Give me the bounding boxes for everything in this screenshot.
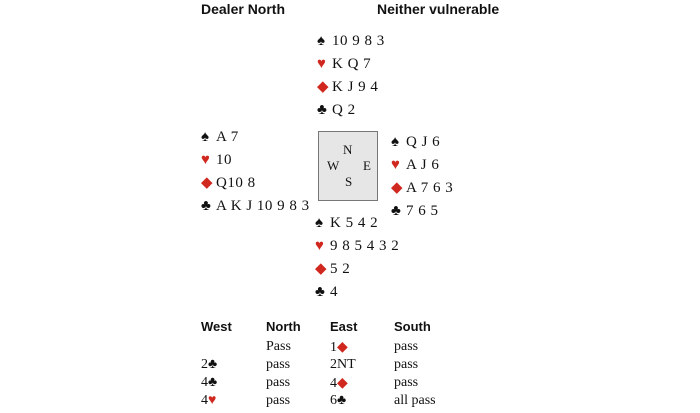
compass-north: N <box>343 142 353 157</box>
north-clubs: ♣ Q 2 <box>317 99 385 122</box>
west-clubs: ♣ A K J 10 9 8 3 <box>201 195 310 218</box>
east-diamonds: ◆ A 7 6 3 <box>391 177 453 200</box>
bid-north-4: pass <box>266 393 291 408</box>
club-icon: ♣ <box>208 375 218 390</box>
south-hand <box>315 212 399 304</box>
spade-icon: ♠ <box>315 215 323 231</box>
club-icon: ♣ <box>317 102 327 118</box>
diamond-icon: ◆ <box>315 261 327 277</box>
heart-icon: ♥ <box>317 56 326 72</box>
east-spades: ♠ Q J 6 <box>391 131 453 154</box>
west-spades: ♠ A 7 <box>201 126 310 149</box>
bid-east-2: 2NT <box>330 357 356 372</box>
heart-icon: ♥ <box>315 238 324 254</box>
heart-icon: ♥ <box>208 393 217 408</box>
club-icon: ♣ <box>315 284 325 300</box>
west-hand <box>201 126 310 218</box>
heart-icon: ♥ <box>201 152 210 168</box>
club-icon: ♣ <box>337 393 347 408</box>
bid-east-4: 6♣ <box>330 393 347 408</box>
north-hearts: ♥ K Q 7 <box>317 53 385 76</box>
south-spades: ♠ K 5 4 2 <box>315 212 399 235</box>
compass-south: S <box>345 174 353 189</box>
auction-header-east: East <box>330 319 358 334</box>
bid-south-3: pass <box>394 375 419 390</box>
spade-icon: ♠ <box>391 134 399 150</box>
bid-south-1: pass <box>394 339 419 354</box>
bid-west-2: 2♣ <box>201 357 218 372</box>
bid-east-3: 4◆ <box>330 376 348 391</box>
compass-east: E <box>363 158 371 173</box>
auction-header-north: North <box>266 319 301 334</box>
north-spades: ♠ 10 9 8 3 <box>317 30 385 53</box>
auction-header-west: West <box>201 319 232 334</box>
diamond-icon: ◆ <box>317 79 329 95</box>
bid-west-3: 4♣ <box>201 375 218 390</box>
bid-north-2: pass <box>266 357 291 372</box>
south-hearts: ♥ 9 8 5 4 3 2 <box>315 235 399 258</box>
bid-west-4: 4♥ <box>201 393 217 408</box>
bid-east-1: 1◆ <box>330 340 348 355</box>
diamond-icon: ◆ <box>337 340 348 355</box>
north-hand <box>317 30 385 122</box>
compass-west: W <box>327 158 340 173</box>
diamond-icon: ◆ <box>337 376 348 391</box>
west-hearts: ♥ 10 <box>201 149 310 172</box>
south-diamonds: ◆ 5 2 <box>315 258 399 281</box>
compass-box <box>318 131 378 201</box>
bid-south-4: all pass <box>394 393 436 408</box>
north-diamonds: ◆ K J 9 4 <box>317 76 385 99</box>
club-icon: ♣ <box>201 198 211 214</box>
club-icon: ♣ <box>208 357 218 372</box>
south-clubs: ♣ 4 <box>315 281 399 304</box>
east-hand <box>391 131 453 223</box>
bid-south-2: pass <box>394 357 419 372</box>
auction-header-south: South <box>394 319 431 334</box>
west-diamonds: ◆ Q10 8 <box>201 172 310 195</box>
club-icon: ♣ <box>391 203 401 219</box>
dealer-label: Dealer North <box>201 1 286 17</box>
heart-icon: ♥ <box>391 157 400 173</box>
bid-north-3: pass <box>266 375 291 390</box>
diamond-icon: ◆ <box>391 180 403 196</box>
vulnerability-label: Neither vulnerable <box>377 1 500 17</box>
diamond-icon: ◆ <box>201 175 213 191</box>
spade-icon: ♠ <box>317 33 325 49</box>
east-clubs: ♣ 7 6 5 <box>391 200 453 223</box>
spade-icon: ♠ <box>201 129 209 145</box>
bid-north-1: Pass <box>266 339 291 354</box>
east-hearts: ♥ A J 6 <box>391 154 453 177</box>
